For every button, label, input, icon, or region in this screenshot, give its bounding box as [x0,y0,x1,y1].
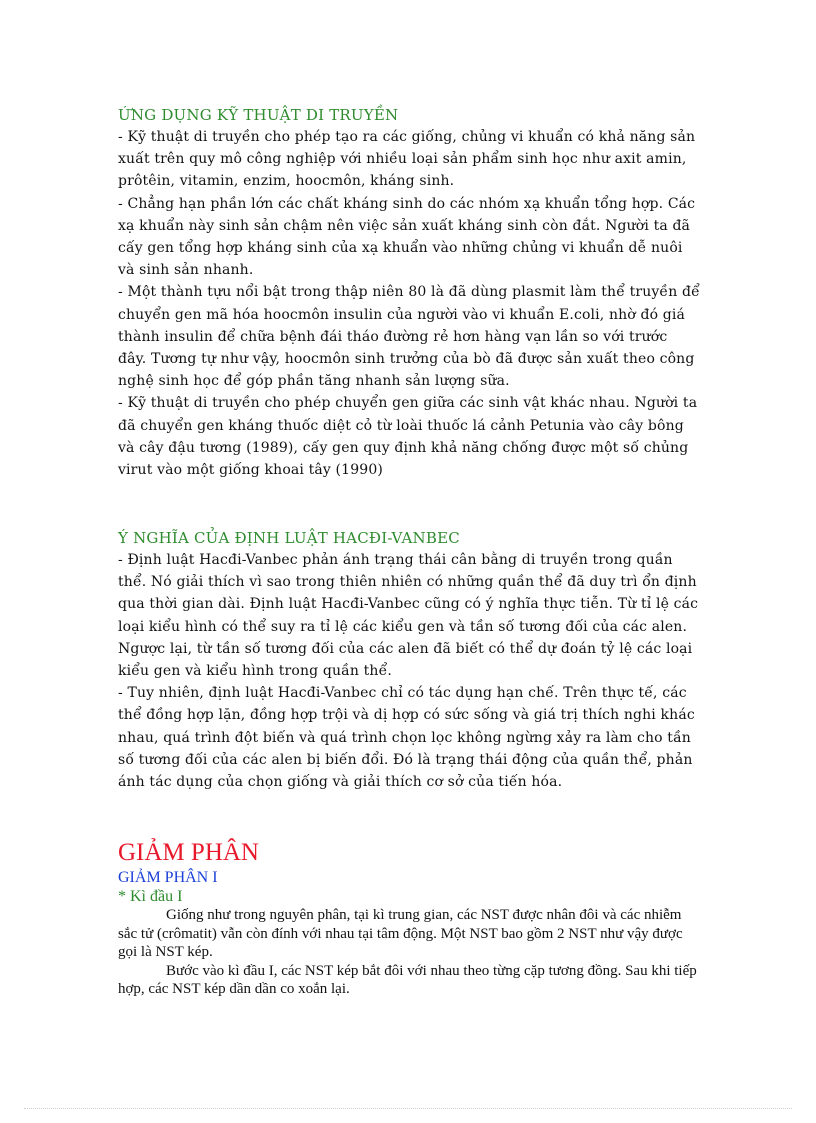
paragraph: - Tuy nhiên, định luật Hacđi-Vanbec chỉ có tác dụng hạn chế. Trên thực tế, các thể đồng hợp lặn, đồng hợp trội và dị hợp có sức sống và giá trị thích nghi khác nhau, quá trình đột biến và quá trình chọn lọc không ngừng xảy ra làm cho tần số tương đối của các alen bị biến đổi. Đó là trạng thái động của quần thể, phản ánh tác dụng của chọn giống và giải thích cơ sở của tiến hóa. [118,685,695,791]
paragraph: - Kỹ thuật di truyền cho phép chuyển gen giữa các sinh vật khác nhau. Người ta đã chuyển gen kháng thuốc diệt cỏ từ loài thuốc lá cảnh Petunia vào cây bông và cây đậu tương (1989), cấy gen quy định khả năng chống được một số chủng virut vào một giống khoai tây (1990) [118,395,698,479]
paragraph: - Định luật Hacđi-Vanbec phản ánh trạng thái cân bằng di truyền trong quần thể. Nó giải thích vì sao trong thiên nhiên có những quần thể đã duy trì ổn định qua thời gian dài. Định luật Hacđi-Vanbec cũng có ý nghĩa thực tiễn. Từ tỉ lệ các loại kiểu hình có thể suy ra tỉ lệ các kiểu gen và tần số tương đối của các alen. Ngược lại, từ tần số tương đối của các alen đã biết có thể dự đoán tỷ lệ các loại kiểu gen và kiểu hình trong quần thể. [118,552,699,680]
section-genetic-engineering [118,104,700,481]
page-footer-divider [24,1108,792,1109]
phase-heading: * Kì đầu I [118,888,183,905]
section-meiosis [118,838,700,999]
paragraph: - Một thành tựu nổi bật trong thập niên 80 là đã dùng plasmit làm thể truyền để chuyển gen mã hóa hoocmôn insulin của người vào vi khuẩn E.coli, nhờ đó giá thành insulin để chữa bệnh đái tháo đường rẻ hơn hàng vạn lần so với trước đây. Tương tự như vậy, hoocmôn sinh trưởng của bò đã được sản xuất theo công nghệ sinh học để góp phần tăng nhanh sản lượng sữa. [118,284,700,390]
section-heading: ỨNG DỤNG KỸ THUẬT DI TRUYỀN [118,106,399,124]
paragraph: - Chẳng hạn phần lớn các chất kháng sinh do các nhóm xạ khuẩn tổng hợp. Các xạ khuẩn này sinh sản chậm nên việc sản xuất kháng sinh còn đắt. Người ta đã cấy gen tổng hợp kháng sinh của xạ khuẩn vào những chủng vi khuẩn dễ nuôi và sinh sản nhanh. [118,195,696,279]
section-hardy-weinberg [118,527,700,793]
chapter-subtitle: GIẢM PHÂN I [118,869,218,886]
paragraph: Giống như trong nguyên phân, tại kì trung gian, các NST được nhân đôi và các nhiễm sắc tử (crômatit) vẫn còn đính với nhau tại tâm động. Một NST bao gồm 2 NST như vậy được gọi là NST kép. [118,907,683,960]
paragraph: Bước vào kì đầu I, các NST kép bắt đôi với nhau theo từng cặp tương đồng. Sau khi tiếp hợp, các NST kép dần dần co xoắn lại. [118,962,697,997]
chapter-title: GIẢM PHÂN [118,839,259,866]
section-heading: Ý NGHĨA CỦA ĐỊNH LUẬT HACĐI-VANBEC [118,529,460,547]
paragraph: - Kỹ thuật di truyền cho phép tạo ra các giống, chủng vi khuẩn có khả năng sản xuất trên quy mô công nghiệp với nhiều loại sản phẩm sinh học như axit amin, prôtêin, vitamin, enzim, hoocmôn, kháng sinh. [118,129,696,190]
